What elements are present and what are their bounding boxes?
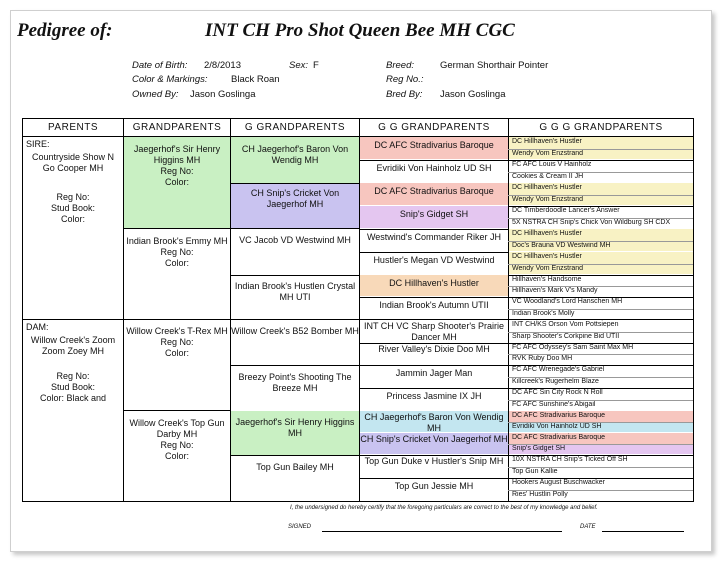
ggg-grandparent-cell: DC Timberdoodle Lancer's Answer [512, 207, 620, 214]
breed-label: Breed: [386, 60, 414, 71]
ggg-grandparent-cell: Cookies & Cream II JH [512, 173, 584, 180]
bred-label: Bred By: [386, 89, 423, 100]
row-divider [508, 264, 693, 265]
ggg-grandparent-cell: Wendy Vom Enzstrand [509, 264, 693, 274]
g-grandparent-name: Willow Creek's B52 Bomber MH [231, 326, 359, 336]
color-value: Black Roan [231, 74, 280, 85]
grandparent-cell [124, 229, 230, 319]
grandparent-color: Color: [164, 348, 189, 358]
ggg-grandparent-cell: FC AFC Wrenegade's Gabriel [512, 366, 605, 373]
ggg-grandparent-cell: VC Woodland's Lord Hanschen MH [512, 298, 623, 305]
gg-grandparent-name: Jammin Jager Man [395, 368, 473, 378]
header-gg-grandparents: G G GRANDPARENTS [360, 119, 508, 137]
ggg-grandparent-cell: DC AFC Sin City Rock N Roll [512, 389, 603, 396]
gg-grandparent-cell [360, 160, 508, 182]
ggg-grandparent-cell: RVK Ruby Doo MH [512, 355, 573, 362]
grandparent-name: Willow Creek's Top Gun Darby MH [129, 418, 225, 439]
ggg-grandparent-cell: 10X NSTRA CH Snip's Ticked Off SH [512, 456, 628, 463]
gg-grandparent-name: Top Gun Duke v Hustler's Snip MH [364, 456, 504, 466]
ggg-grandparent-cell: Killcreek's Rugerhelm Blaze [512, 378, 599, 385]
dob-label: Date of Birth: [132, 60, 188, 71]
signature-line [322, 531, 562, 532]
gg-grandparent-name: DC Hillhaven's Hustler [389, 278, 479, 288]
sire-label: SIRE: [26, 139, 50, 149]
grandparent-name: Willow Creek's T-Rex MH [126, 326, 228, 336]
gg-grandparent-cell [360, 478, 508, 500]
sire-stud: Stud Book: [50, 203, 96, 213]
ggg-grandparent-cell: Top Gun Kallie [512, 468, 558, 475]
grandparent-reg: Reg No: [160, 440, 194, 450]
ggg-grandparent-cell: DC Hillhaven's Hustler [509, 137, 693, 149]
gg-grandparent-cell [360, 343, 508, 364]
header-ggg-grandparents: G G G GRANDPARENTS [509, 119, 693, 137]
row-divider [508, 195, 693, 196]
row-divider [508, 149, 693, 150]
gg-grandparent-name: Westwind's Commander Riker JH [366, 232, 502, 242]
g-grandparent-cell [231, 320, 359, 365]
header-parents: PARENTS [23, 119, 123, 137]
gg-grandparent-cell [360, 433, 508, 454]
grandparent-reg: Reg No: [160, 166, 194, 176]
row-divider [508, 400, 693, 401]
g-grandparent-cell [231, 184, 359, 228]
sire-reg: Reg No: [56, 192, 90, 202]
color-label: Color & Markings: [132, 74, 208, 85]
grandparent-color: Color: [164, 177, 189, 187]
grandparent-name: Jaegerhof's Sir Henry Higgins MH [133, 144, 221, 165]
grandparent-cell [124, 137, 230, 228]
reg-label: Reg No.: [386, 74, 424, 85]
sex-value: F [313, 60, 319, 71]
ggg-grandparent-cell: DC Hillhaven's Hustler [509, 229, 693, 241]
sire-name: Countryside Show N Go Cooper MH [31, 152, 115, 173]
grandparent-cell [124, 411, 230, 501]
gg-grandparent-cell [360, 183, 508, 205]
ggg-grandparent-cell: Indian Brook's Molly [512, 310, 575, 317]
ggg-grandparent-cell: Hillhaven's Mark V's Mandy [512, 287, 598, 294]
gg-grandparent-cell [360, 455, 508, 477]
gg-grandparent-name: DC AFC Stradivarius Baroque [374, 186, 494, 196]
ggg-grandparent-cell: Snip's Gidget SH [509, 444, 693, 454]
gg-grandparent-cell [360, 275, 508, 296]
sire-cell [23, 137, 123, 319]
row-divider [508, 332, 693, 333]
gg-grandparent-name: Evridiki Von Hainholz UD SH [376, 163, 492, 173]
row-divider [508, 218, 693, 219]
grandparent-reg: Reg No: [160, 337, 194, 347]
g-grandparent-name: CH Snip's Cricket Von Jaegerhof MH [250, 188, 340, 209]
g-grandparent-cell [231, 411, 359, 455]
gg-grandparent-cell [360, 137, 508, 159]
g-grandparent-name: Jaegerhof's Sir Henry Higgins MH [235, 417, 355, 438]
ggg-grandparent-cell: Sharp Shooter's Corkpine Bid UTII [512, 333, 620, 340]
owner-value: Jason Goslinga [190, 89, 256, 100]
g-grandparent-cell [231, 137, 359, 183]
ggg-grandparent-cell: DC AFC Stradivarius Baroque [509, 433, 693, 444]
ggg-grandparent-cell: 5X NSTRA CH Snip's Chick Von Wildburg SH CDX [512, 219, 671, 226]
gg-grandparent-cell [360, 206, 508, 228]
header-grandparents: GRANDPARENTS [124, 119, 230, 137]
row-divider [508, 444, 693, 445]
g-grandparent-name: Breezy Point's Shooting The Breeze MH [238, 372, 352, 393]
ggg-grandparent-cell: INT CH/KS Orson Vom Pottsiepen [512, 321, 619, 328]
grandparent-color: Color: [164, 258, 189, 268]
g-grandparent-name: CH Jaegerhof's Baron Von Wendig MH [241, 144, 349, 165]
gg-grandparent-cell [360, 229, 508, 251]
ggg-grandparent-cell: Ries' Hustlin Polly [512, 491, 568, 498]
dam-reg: Reg No: [56, 371, 90, 381]
gg-grandparent-name: River Valley's Dixie Doo MH [378, 344, 490, 354]
ggg-grandparent-cell: Hillhaven's Handsome [512, 276, 582, 283]
title-label: Pedigree of: [17, 20, 113, 41]
dam-label: DAM: [26, 322, 49, 332]
row-divider [508, 377, 693, 378]
dam-stud: Stud Book: [50, 382, 96, 392]
ggg-grandparent-cell: DC Hillhaven's Hustler [509, 183, 693, 195]
ggg-grandparent-cell: Wendy Vom Enzstrand [509, 195, 693, 205]
g-grandparent-name: VC Jacob VD Westwind MH [239, 235, 351, 245]
gg-grandparent-cell [360, 365, 508, 387]
dam-color: Color: Black and [39, 393, 107, 403]
grandparent-reg: Reg No: [160, 247, 194, 257]
gg-grandparent-name: CH Jaegerhof's Baron Von Wendig MH [364, 412, 504, 432]
row-divider [508, 467, 693, 468]
bred-value: Jason Goslinga [440, 89, 506, 100]
gg-grandparent-name: Indian Brook's Autumn UTII [379, 300, 489, 310]
date-label: DATE [580, 524, 596, 530]
ggg-grandparent-cell: DC AFC Stradivarius Baroque [509, 411, 693, 422]
ggg-grandparent-cell: Wendy Vom Enzstrand [509, 149, 693, 159]
grandparent-color: Color: [164, 451, 189, 461]
ggg-grandparent-cell: DC Hillhaven's Hustler [509, 252, 693, 264]
signed-label: SIGNED [288, 524, 312, 530]
row-divider [508, 241, 693, 242]
ggg-grandparent-cell: Evridiki Von Hainholz UD SH [509, 422, 693, 432]
dob-value: 2/8/2013 [204, 60, 241, 71]
gg-grandparent-name: DC AFC Stradivarius Baroque [374, 140, 494, 150]
gg-grandparent-cell [360, 411, 508, 432]
ggg-grandparent-cell: Doc's Brauna VD Westwind MH [509, 241, 693, 251]
owner-label: Owned By: [132, 89, 179, 100]
row-divider [508, 490, 693, 491]
row-divider [508, 286, 693, 287]
gg-grandparent-cell [360, 388, 508, 410]
ggg-grandparent-cell: FC AFC Louis V Hainholz [512, 161, 592, 168]
certification-text: I, the undersigned do hereby certify that the foregoing particulars are correct to the best of my knowledge and belief. [290, 505, 598, 511]
header-g-grandparents: G GRANDPARENTS [231, 119, 359, 137]
gg-grandparent-name: Top Gun Jessie MH [394, 481, 474, 491]
gg-grandparent-name: Princess Jasmine IX JH [386, 391, 482, 401]
g-grandparent-name: Indian Brook's Hustlen Crystal MH UTI [234, 281, 356, 302]
ggg-grandparent-cell: FC AFC Sunshine's Abigail [512, 401, 596, 408]
ggg-grandparent-cell: FC AFC Odyssey's Sam Saint Max MH [512, 344, 634, 351]
dog-name: INT CH Pro Shot Queen Bee MH CGC [205, 20, 515, 41]
row-divider [508, 309, 693, 310]
gg-grandparent-cell [360, 320, 508, 342]
sire-color: Color: [60, 214, 85, 224]
row-divider [508, 354, 693, 355]
gg-grandparent-name: Hustler's Megan VD Westwind [373, 255, 495, 265]
dam-name: Willow Creek's Zoom Zoom Zoey MH [30, 335, 116, 356]
dam-cell [23, 320, 123, 501]
gg-grandparent-cell [360, 252, 508, 274]
pedigree-grid [22, 118, 694, 502]
breed-value: German Shorthair Pointer [440, 60, 549, 71]
gg-grandparent-name: INT CH VC Sharp Shooter's Prairie Dancer MH [363, 321, 505, 342]
g-grandparent-cell [231, 456, 359, 501]
row-divider [508, 172, 693, 173]
g-grandparent-cell [231, 276, 359, 319]
sex-label: Sex: [289, 60, 309, 71]
g-grandparent-cell [231, 366, 359, 410]
grandparent-cell [124, 320, 230, 410]
gg-grandparent-cell [360, 297, 508, 319]
grandparent-name: Indian Brook's Emmy MH [126, 236, 228, 246]
gg-grandparent-name: CH Snip's Cricket Von Jaegerhof MH [360, 434, 508, 444]
g-grandparent-cell [231, 229, 359, 275]
gg-grandparent-name: Snip's Gidget SH [399, 209, 469, 219]
row-divider [508, 422, 693, 423]
g-grandparent-name: Top Gun Bailey MH [256, 462, 334, 472]
date-line [602, 531, 684, 532]
ggg-grandparent-cell: Hookers August Buschwacker [512, 479, 605, 486]
